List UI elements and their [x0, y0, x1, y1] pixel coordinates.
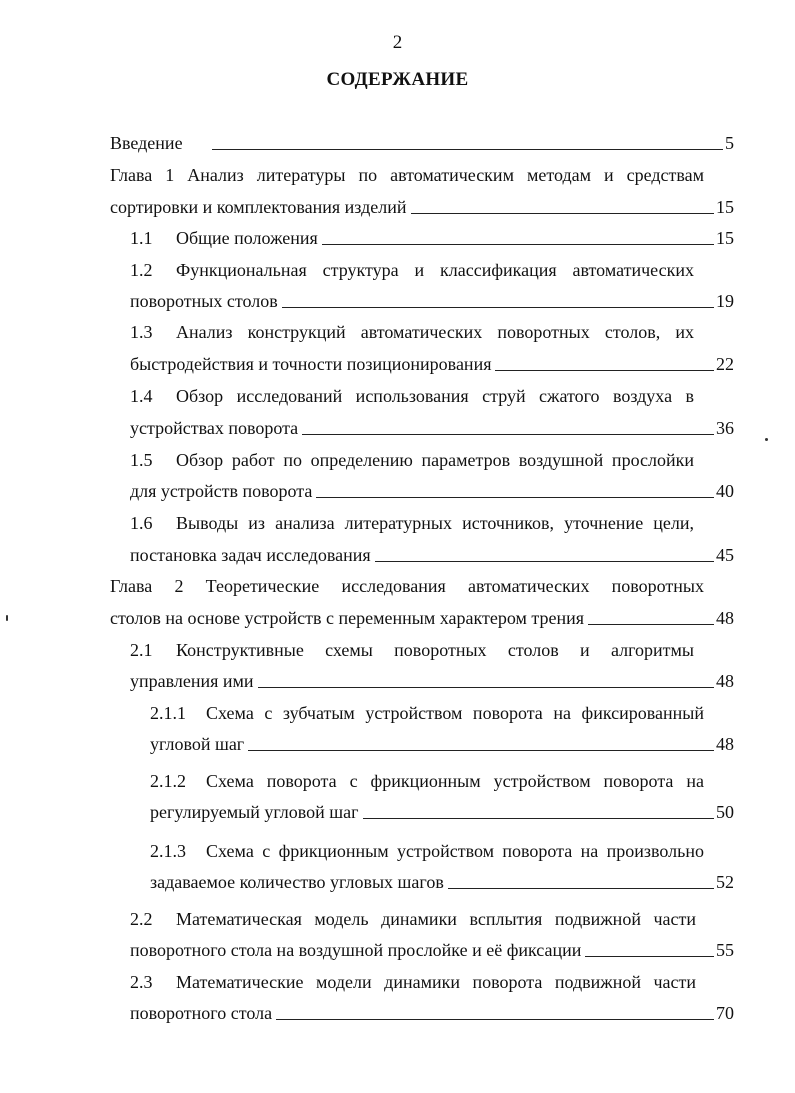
- toc-page: 5: [725, 133, 734, 153]
- toc-page: 36: [716, 418, 734, 438]
- toc-label: Математические модели динамики поворота подвижной части: [176, 972, 696, 992]
- toc-label: поворотного стола: [130, 1003, 273, 1023]
- toc-section-1-5-line1: [130, 449, 694, 471]
- toc-page: 15: [716, 228, 734, 248]
- section-number: 2.1.2: [150, 771, 186, 791]
- toc-label: быстродействия и точности позиционирования: [130, 354, 492, 374]
- leader-line: [316, 496, 714, 498]
- scan-speck: [765, 438, 768, 441]
- toc-page: 48: [716, 608, 734, 628]
- section-number: 2.1.3: [150, 841, 186, 861]
- toc-chapter1-line2: [110, 196, 734, 218]
- toc-section-1-6-line2: [130, 544, 734, 566]
- toc-label: регулируемый угловой шаг: [150, 802, 359, 822]
- toc-page: 15: [716, 197, 734, 217]
- toc-section-1-6-line1: [130, 512, 694, 534]
- toc-label: Выводы из анализа литературных источников, уточнение цели,: [176, 513, 694, 533]
- page-title: СОДЕРЖАНИЕ: [326, 69, 469, 90]
- leader-line: [302, 433, 714, 435]
- toc-label: устройствах поворота: [130, 418, 299, 438]
- toc-section-2-1-2-line1: [150, 770, 704, 792]
- scan-speck: [6, 615, 8, 621]
- section-number: 2.3: [130, 972, 153, 992]
- leader-line: [363, 817, 714, 819]
- toc-entry-intro: [110, 132, 734, 154]
- section-number: 1.5: [130, 450, 153, 470]
- toc-label: сортировки и комплектования изделий: [110, 197, 407, 217]
- toc-section-2-1-1-line2: [150, 733, 734, 755]
- leader-line: [276, 1018, 714, 1020]
- toc-section-2-1-line1: [130, 639, 694, 661]
- leader-line: [322, 243, 714, 245]
- section-number: 1.4: [130, 386, 153, 406]
- leader-line: [248, 749, 714, 751]
- toc-page: 50: [716, 802, 734, 822]
- toc-page: 70: [716, 1003, 734, 1023]
- section-number: 2.1: [130, 640, 153, 660]
- toc-label: Анализ конструкций автоматических поворотных столов, их: [176, 322, 694, 342]
- toc-label: поворотных столов: [130, 291, 278, 311]
- section-number: 1.6: [130, 513, 153, 533]
- toc-label: Схема с фрикционным устройством поворота на произвольно: [206, 841, 704, 861]
- toc-section-1-1: [130, 227, 734, 249]
- toc-label: Схема поворота с фрикционным устройством поворота на: [206, 771, 704, 791]
- toc-section-1-3-line2: [130, 353, 734, 375]
- toc-section-2-1-line2: [130, 670, 734, 692]
- toc-section-1-5-line2: [130, 480, 734, 502]
- toc-label: Схема с зубчатым устройством поворота на фиксированный: [206, 703, 704, 723]
- leader-line: [212, 148, 723, 150]
- toc-label: Математическая модель динамики всплытия подвижной части: [176, 909, 696, 929]
- toc-page: 22: [716, 354, 734, 374]
- toc-page: 19: [716, 291, 734, 311]
- leader-line: [585, 955, 714, 957]
- section-number: 1.2: [130, 260, 153, 280]
- toc-section-2-1-3-line2: [150, 871, 734, 893]
- leader-line: [258, 686, 714, 688]
- toc-section-1-2-line2: [130, 290, 734, 312]
- toc-page: 45: [716, 545, 734, 565]
- toc-label: задаваемое количество угловых шагов: [150, 872, 444, 892]
- toc-section-1-4-line2: [130, 417, 734, 439]
- leader-line: [588, 623, 714, 625]
- toc-label: Введение: [110, 133, 183, 153]
- leader-line: [495, 369, 714, 371]
- leader-line: [448, 887, 714, 889]
- toc-section-1-3-line1: [130, 321, 694, 343]
- toc-page: 55: [716, 940, 734, 960]
- toc-section-2-2-line2: [130, 939, 734, 961]
- toc-chapter2-line2: [110, 607, 734, 629]
- section-number: 1.3: [130, 322, 153, 342]
- toc-chapter2-line1: Глава 2 Теоретические исследования автоматических поворотных: [110, 576, 704, 596]
- section-number: 2.2: [130, 909, 153, 929]
- toc-label: для устройств поворота: [130, 481, 313, 501]
- toc-label: угловой шаг: [150, 734, 245, 754]
- toc-label: постановка задач исследования: [130, 545, 371, 565]
- toc-label: Функциональная структура и классификация автоматических: [176, 260, 694, 280]
- toc-section-2-2-line1: [130, 908, 696, 930]
- toc-section-1-2-line1: [130, 259, 694, 281]
- toc-section-2-1-2-line2: [150, 801, 734, 823]
- page-number: 2: [392, 32, 403, 53]
- toc-chapter1-line1: Глава 1 Анализ литературы по автоматическим методам и средствам: [110, 165, 704, 185]
- section-number: 2.1.1: [150, 703, 186, 723]
- toc-label: Конструктивные схемы поворотных столов и алгоритмы: [176, 640, 694, 660]
- toc-section-2-3-line1: [130, 971, 696, 993]
- toc-label: Общие положения: [176, 228, 318, 248]
- toc-label: поворотного стола на воздушной прослойке и её фиксации: [130, 940, 582, 960]
- toc-label: столов на основе устройств с переменным характером трения: [110, 608, 585, 628]
- section-number: 1.1: [130, 228, 153, 248]
- toc-section-1-4-line1: [130, 385, 694, 407]
- leader-line: [375, 560, 714, 562]
- toc-section-2-3-line2: [130, 1002, 734, 1024]
- toc-section-2-1-1-line1: [150, 702, 704, 724]
- toc-label: управления ими: [130, 671, 254, 691]
- leader-line: [282, 306, 714, 308]
- toc-section-2-1-3-line1: [150, 840, 704, 862]
- toc-label: Обзор работ по определению параметров воздушной прослойки: [176, 450, 694, 470]
- toc-label: Обзор исследований использования струй сжатого воздуха в: [176, 386, 694, 406]
- toc-page: 40: [716, 481, 734, 501]
- toc-page: 48: [716, 734, 734, 754]
- toc-page: 52: [716, 872, 734, 892]
- leader-line: [411, 212, 715, 214]
- toc-page: 48: [716, 671, 734, 691]
